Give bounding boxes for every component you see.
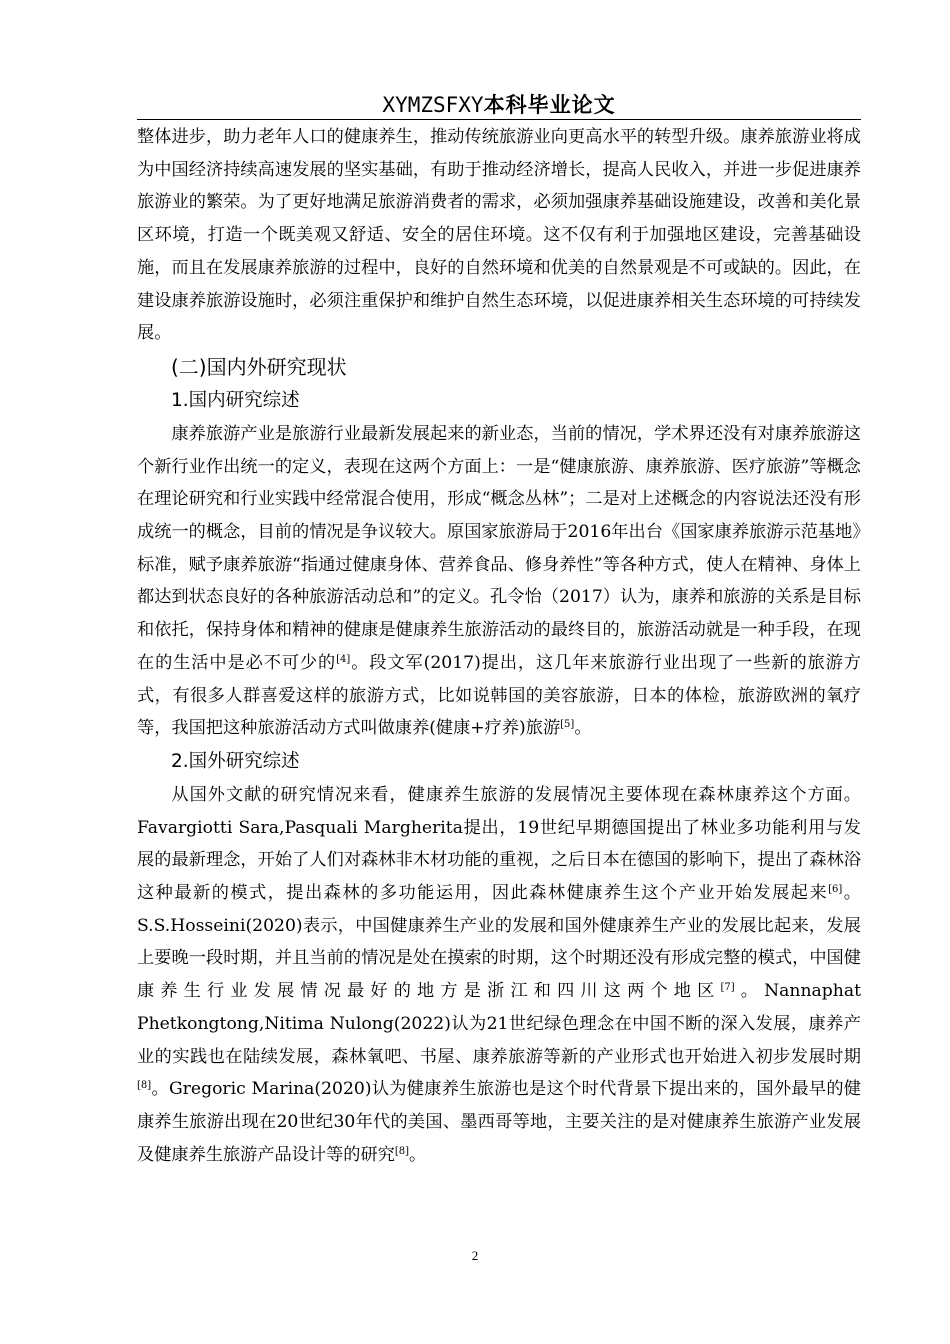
text-segment: 从国外文献的研究情况来看，健康养生旅游的发展情况主要体现在森林康养这个方面。Favargiotti Sara,Pasquali Margherita提出，19世纪早期德国提出了林业多功能利用与发展的最新理念，开始了人们对森林非木材功能的重视，之后日本在德国的影响下，提出了森林浴这种最新的模式，提出森林的多功能运用，因此森林健康养生这个产业开始发展起来 bbox=[137, 784, 861, 904]
subsection-heading-2: 2.国外研究综述 bbox=[171, 750, 300, 772]
subsection-heading-1: 1.国内研究综述 bbox=[171, 389, 300, 411]
text-segment: 。段文军(2017)提出，这几年来旅游行业出现了一些新的旅游方式，有很多人群喜爱这样的旅游方式，比如说韩国的美容旅游，日本的体检，旅游欧洲的氧疗等，我国把这种旅游活动方式叫做康养(健康+疗养)旅游 bbox=[137, 652, 861, 739]
text-segment: 。S.S.Hosseini(2020)表示，中国健康养生产业的发展和国外健康养生产业的发展比起来，发展上要晚一段时期，并且当前的情况是处在摸索的时期，这个时期还没有形成完整的模式，中国健康养生行业发展情况最好的地方是浙江和四川这两个地区 bbox=[137, 883, 861, 1002]
text-segment: 。Nannaphat Phetkongtong,Nitima Nulong(2022)认为21世纪绿色理念在中国不断的深入发展，康养产业的实践也在陆续发展，森林氧吧、书屋、康养旅游等新的产业形式也开始进入初步发展时期 bbox=[137, 981, 861, 1067]
page-header bbox=[137, 92, 861, 118]
citation-marker: [7] bbox=[720, 982, 735, 994]
citation-marker: [6] bbox=[828, 884, 843, 896]
text-segment: 康养旅游产业是旅游行业最新发展起来的新业态，当前的情况，学术界还没有对康养旅游这个新行业作出统一的定义，表现在这两个方面上：一是“健康旅游、康养旅游、医疗旅游”等概念在理论研究和行业实践中经常混合使用，形成“概念丛林”；二是对上述概念的内容说法还没有形成统一的概念，目前的情况是争议较大。原国家旅游局于2016年出台《国家康养旅游示范基地》标准，赋予康养旅游“指通过健康身体、营养食品、修身养性”等各种方式，使人在精神、身体上都达到状态良好的各种旅游活动总和”的定义。孔令怡（2017）认为，康养和旅游的关系是目标和依托，保持身体和精神的健康是健康养生旅游活动的最终目的，旅游活动就是一种手段，在现在的生活中是必不可少的 bbox=[137, 423, 861, 673]
body-text bbox=[137, 121, 861, 1171]
citation-marker: [5] bbox=[560, 719, 575, 731]
section-heading: (二)国内外研究现状 bbox=[171, 354, 347, 379]
text-segment: 。 bbox=[409, 1144, 427, 1165]
header-code: XYMZSFXY bbox=[382, 93, 484, 117]
header-title: 本科毕业论文 bbox=[483, 93, 616, 117]
header-rule bbox=[137, 119, 861, 120]
page-number: 2 bbox=[471, 1248, 479, 1263]
citation-marker: [4] bbox=[336, 653, 351, 665]
citation-marker: [8] bbox=[137, 1080, 152, 1092]
paragraph-1: 整体进步，助力老年人口的健康养生，推动传统旅游业向更高水平的转型升级。康养旅游业将成为中国经济持续高速发展的坚实基础，有助于推动经济增长，提高人民收入，并进一步促进康养旅游业的繁荣。为了更好地满足旅游消费者的需求，必须加强康养基础设施建设，改善和美化景区环境，打造一个既美观又舒适、安全的居住环境。这不仅有利于加强地区建设，完善基础设施，而且在发展康养旅游的过程中，良好的自然环境和优美的自然景观是不可或缺的。因此，在建设康养旅游设施时，必须注重保护和维护自然生态环境，以促进康养相关生态环境的可持续发展。 bbox=[137, 127, 861, 344]
paragraph-foreign-review bbox=[137, 779, 861, 1171]
text-segment: 。Gregoric Marina(2020)认为健康养生旅游也是这个时代背景下提出来的，国外最早的健康养生旅游出现在20世纪30年代的美国、墨西哥等地，主要关注的是对健康养生旅游产业发展及健康养生旅游产品设计等的研究 bbox=[137, 1079, 861, 1165]
citation-marker: [8] bbox=[394, 1145, 409, 1157]
paragraph-domestic-review bbox=[137, 418, 861, 745]
text-segment: 。 bbox=[574, 718, 592, 739]
